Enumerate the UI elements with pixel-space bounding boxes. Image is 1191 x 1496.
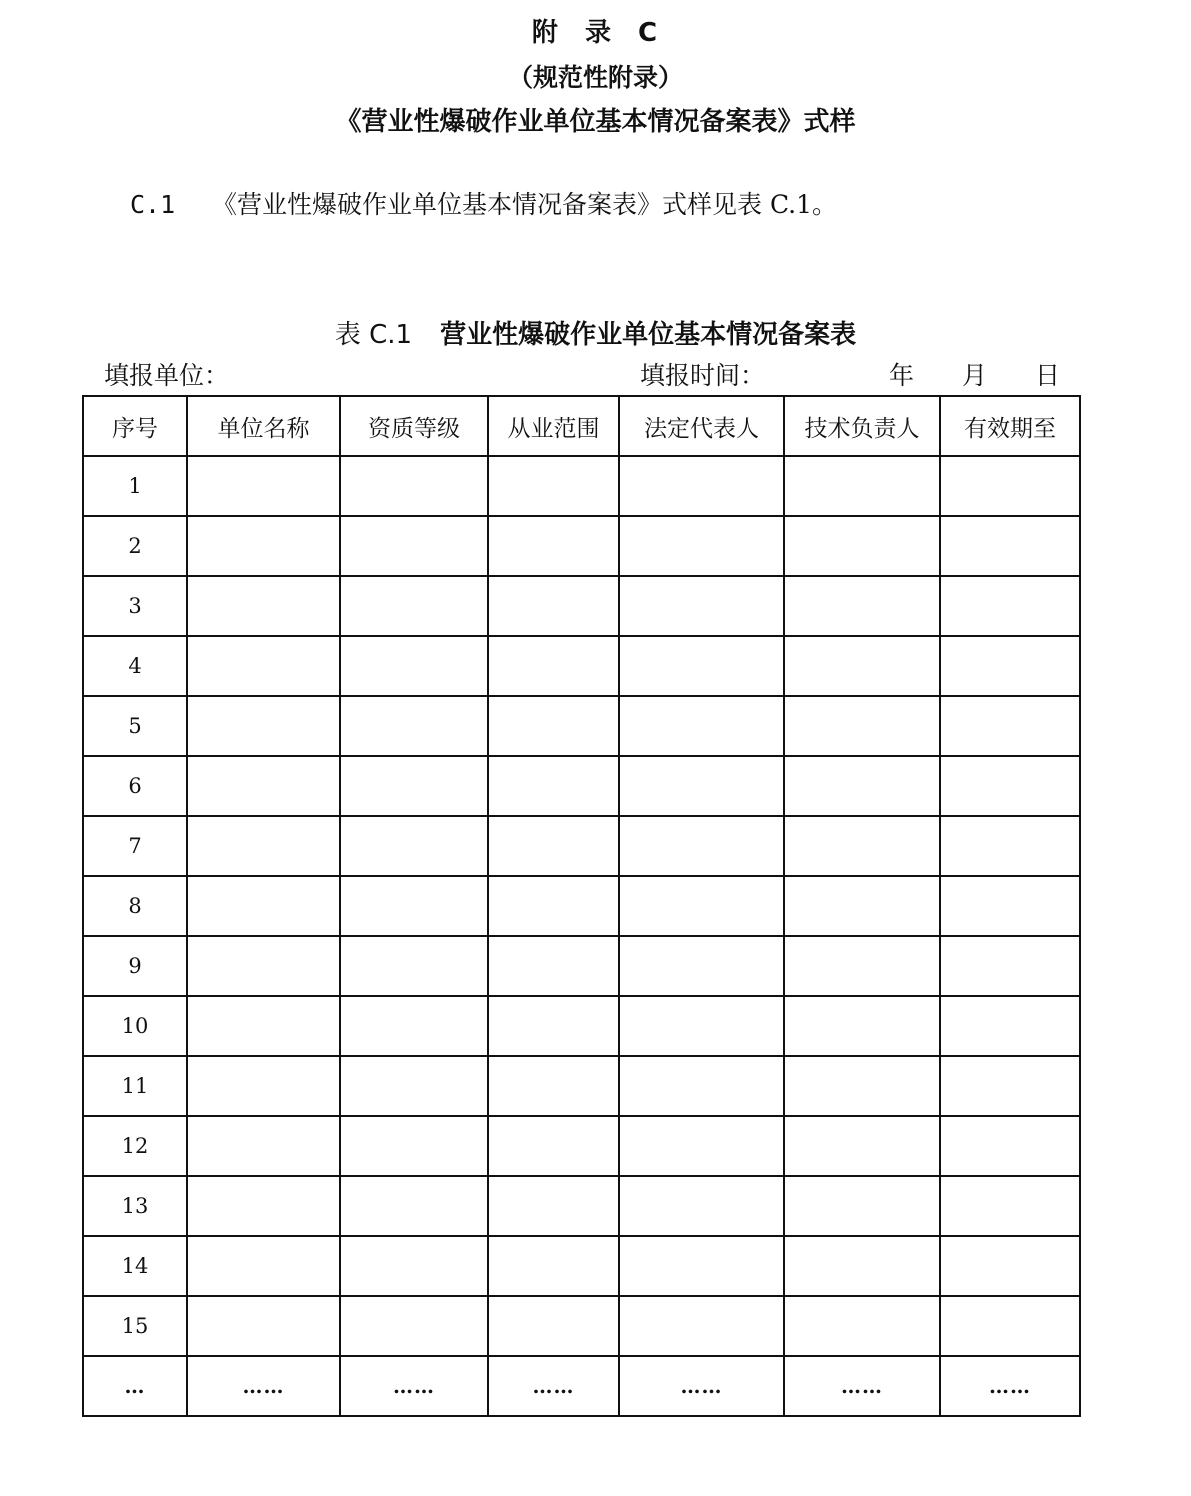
cell-business-scope [488, 816, 619, 876]
cell-qualification-level [340, 996, 488, 1056]
row-number-cell: 5 [83, 696, 187, 756]
table-body [83, 456, 1080, 1416]
row-number-cell: 12 [83, 1116, 187, 1176]
fill-time-label: 填报时间： [640, 361, 766, 390]
table-row [83, 996, 1080, 1056]
cell-technical-lead [784, 696, 940, 756]
cell-unit-name [187, 816, 340, 876]
cell-valid-until [940, 516, 1080, 576]
cell-unit-name [187, 696, 340, 756]
cell-legal-representative [619, 696, 784, 756]
row-number-cell: 7 [83, 816, 187, 876]
cell-technical-lead [784, 636, 940, 696]
row-number-cell: 10 [83, 996, 187, 1056]
cell-legal-representative [619, 1296, 784, 1356]
cell-qualification-level [340, 936, 488, 996]
row-number-cell: 1 [83, 456, 187, 516]
cell-valid-until [940, 576, 1080, 636]
ellipsis-row [83, 1356, 1080, 1416]
header-serial: 序号 [83, 396, 187, 456]
cell-unit-name [187, 1176, 340, 1236]
cell-business-scope [488, 756, 619, 816]
row-number-cell: 13 [83, 1176, 187, 1236]
ellipsis-cell: …… [619, 1356, 784, 1416]
header-qualification-level: 资质等级 [340, 396, 488, 456]
cell-business-scope [488, 1236, 619, 1296]
cell-qualification-level [340, 456, 488, 516]
cell-unit-name [187, 876, 340, 936]
cell-valid-until [940, 1116, 1080, 1176]
cell-technical-lead [784, 996, 940, 1056]
cell-qualification-level [340, 1236, 488, 1296]
cell-technical-lead [784, 1236, 940, 1296]
cell-business-scope [488, 456, 619, 516]
cell-valid-until [940, 996, 1080, 1056]
cell-unit-name [187, 756, 340, 816]
row-number-cell: 11 [83, 1056, 187, 1116]
row-number-cell: 6 [83, 756, 187, 816]
cell-technical-lead [784, 456, 940, 516]
appendix-name: 《营业性爆破作业单位基本情况备案表》式样 [335, 107, 856, 137]
table-row [83, 636, 1080, 696]
table-row [83, 816, 1080, 876]
table-header-row [83, 396, 1080, 456]
cell-legal-representative [619, 1116, 784, 1176]
cell-valid-until [940, 1296, 1080, 1356]
cell-qualification-level [340, 636, 488, 696]
cell-business-scope [488, 516, 619, 576]
cell-qualification-level [340, 516, 488, 576]
cell-business-scope [488, 696, 619, 756]
cell-business-scope [488, 636, 619, 696]
ellipsis-cell: …… [940, 1356, 1080, 1416]
table-row [83, 696, 1080, 756]
header-unit-name: 单位名称 [187, 396, 340, 456]
cell-technical-lead [784, 516, 940, 576]
ellipsis-cell: …… [187, 1356, 340, 1416]
cell-technical-lead [784, 1056, 940, 1116]
cell-legal-representative [619, 876, 784, 936]
cell-valid-until [940, 816, 1080, 876]
clause-number: C.1 [130, 190, 176, 219]
ellipsis-cell: …… [340, 1356, 488, 1416]
table-row [83, 1176, 1080, 1236]
table-caption-number: 表 C.1 [334, 320, 413, 350]
cell-technical-lead [784, 936, 940, 996]
cell-valid-until [940, 456, 1080, 516]
cell-unit-name [187, 516, 340, 576]
table-row [83, 756, 1080, 816]
cell-valid-until [940, 1056, 1080, 1116]
table-row [83, 516, 1080, 576]
cell-business-scope [488, 936, 619, 996]
cell-legal-representative [619, 996, 784, 1056]
ellipsis-cell: …… [784, 1356, 940, 1416]
row-number-cell: 15 [83, 1296, 187, 1356]
record-table [82, 395, 1081, 1417]
ellipsis-cell: …… [488, 1356, 619, 1416]
cell-qualification-level [340, 1056, 488, 1116]
appendix-type: （规范性附录） [507, 63, 683, 92]
cell-valid-until [940, 1236, 1080, 1296]
table-row [83, 1296, 1080, 1356]
cell-business-scope [488, 576, 619, 636]
cell-legal-representative [619, 1176, 784, 1236]
date-day-label: 日 [1035, 361, 1061, 390]
table-row [83, 456, 1080, 516]
cell-legal-representative [619, 516, 784, 576]
cell-qualification-level [340, 1296, 488, 1356]
cell-business-scope [488, 1056, 619, 1116]
table-row [83, 936, 1080, 996]
row-number-cell: 3 [83, 576, 187, 636]
row-number-cell: 4 [83, 636, 187, 696]
cell-technical-lead [784, 1176, 940, 1236]
cell-business-scope [488, 1296, 619, 1356]
cell-legal-representative [619, 456, 784, 516]
cell-unit-name [187, 456, 340, 516]
cell-valid-until [940, 636, 1080, 696]
cell-legal-representative [619, 936, 784, 996]
cell-unit-name [187, 1236, 340, 1296]
table-row [83, 1056, 1080, 1116]
cell-technical-lead [784, 876, 940, 936]
cell-qualification-level [340, 576, 488, 636]
date-year-label: 年 [889, 361, 915, 390]
ellipsis-cell: … [83, 1356, 187, 1416]
row-number-cell: 2 [83, 516, 187, 576]
cell-qualification-level [340, 876, 488, 936]
cell-technical-lead [784, 1296, 940, 1356]
cell-legal-representative [619, 756, 784, 816]
cell-legal-representative [619, 636, 784, 696]
cell-business-scope [488, 1116, 619, 1176]
table-caption [0, 314, 1191, 351]
cell-business-scope [488, 1176, 619, 1236]
cell-unit-name [187, 1056, 340, 1116]
cell-technical-lead [784, 816, 940, 876]
row-number-cell: 9 [83, 936, 187, 996]
cell-unit-name [187, 576, 340, 636]
table-row [83, 1116, 1080, 1176]
table-row [83, 876, 1080, 936]
cell-unit-name [187, 1296, 340, 1356]
cell-legal-representative [619, 576, 784, 636]
cell-legal-representative [619, 816, 784, 876]
cell-valid-until [940, 1176, 1080, 1236]
cell-unit-name [187, 636, 340, 696]
table-row [83, 576, 1080, 636]
fill-unit-label: 填报单位： [104, 361, 230, 390]
cell-valid-until [940, 696, 1080, 756]
cell-qualification-level [340, 1176, 488, 1236]
header-technical-lead: 技术负责人 [784, 396, 940, 456]
row-number-cell: 8 [83, 876, 187, 936]
appendix-title: 附 录 C [531, 18, 660, 48]
date-month-label: 月 [962, 361, 988, 390]
clause-text: 《营业性爆破作业单位基本情况备案表》式样见表 C.1。 [212, 190, 838, 219]
cell-qualification-level [340, 756, 488, 816]
cell-qualification-level [340, 816, 488, 876]
cell-business-scope [488, 996, 619, 1056]
cell-legal-representative [619, 1056, 784, 1116]
cell-business-scope [488, 876, 619, 936]
cell-valid-until [940, 756, 1080, 816]
table-row [83, 1236, 1080, 1296]
cell-unit-name [187, 996, 340, 1056]
cell-technical-lead [784, 1116, 940, 1176]
cell-unit-name [187, 1116, 340, 1176]
cell-valid-until [940, 876, 1080, 936]
header-business-scope: 从业范围 [488, 396, 619, 456]
cell-legal-representative [619, 1236, 784, 1296]
cell-qualification-level [340, 1116, 488, 1176]
table-caption-title: 营业性爆破作业单位基本情况备案表 [440, 320, 857, 350]
header-legal-representative: 法定代表人 [619, 396, 784, 456]
cell-unit-name [187, 936, 340, 996]
cell-technical-lead [784, 756, 940, 816]
header-valid-until: 有效期至 [940, 396, 1080, 456]
clause-paragraph [130, 185, 837, 221]
cell-technical-lead [784, 576, 940, 636]
cell-valid-until [940, 936, 1080, 996]
cell-qualification-level [340, 696, 488, 756]
row-number-cell: 14 [83, 1236, 187, 1296]
